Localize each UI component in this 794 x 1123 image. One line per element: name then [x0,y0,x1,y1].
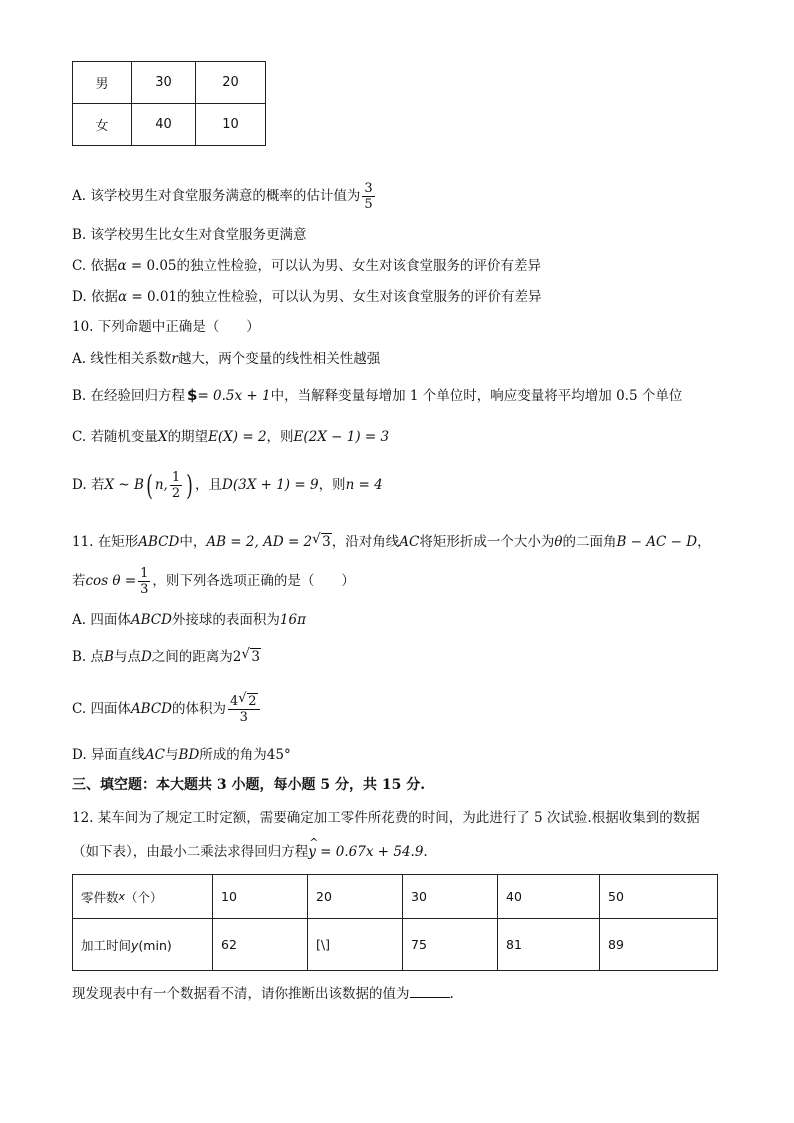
sqrt [241,648,261,666]
option-label: A. [72,188,87,204]
answer-blank[interactable] [410,983,450,998]
q11-option-b [72,648,261,666]
table-header-cell [73,875,213,919]
option-text: 的体积为 [172,701,227,717]
math-var: y [131,937,139,953]
option-text: 该学校男生对食堂服务满意的概率的估计值为 [90,188,361,204]
math-expr: E(X) = 2 [208,429,267,445]
option-text: 的期望 [167,429,209,445]
q12-stem-line2 [72,843,428,861]
option-text: ，则 [266,429,294,445]
math-expr: D(3X + 1) = 9 [222,477,319,493]
option-label: B. [72,649,87,665]
option-label: D. [72,289,87,305]
math-expr: = 0.5x + 1 [197,388,271,404]
fraction [170,470,182,501]
table-header-cell [73,919,213,971]
math-expr: 4 [230,694,239,709]
math-var: AC [144,747,166,763]
option-label: A. [72,612,87,628]
option-label: D. [72,477,87,493]
table-cell: 50 [600,875,718,919]
stem-text: 将矩形折成一个大小为 [419,534,555,550]
math-expr: B − AC − D [616,534,698,550]
q10-option-b [72,386,682,405]
q12-stem-line1: 12. 某车间为了规定工时定额，需要确定加工零件所花费的时间，为此进行了 5 次试验.根据收集到的数据 [72,810,700,826]
math-expr: = 0.05 [126,258,177,274]
math-expr: X ~ B [104,477,144,493]
math-expr: AB = 2, AD = 2 [206,534,313,550]
stem-text: ， [697,534,711,550]
stem-text: 11. 在矩形 [72,534,139,550]
table-cell: [\] [308,919,403,971]
table-cell: 62 [213,919,308,971]
sqrt [238,694,257,709]
q9-option-d [72,288,542,306]
question-text: 现发现表中有一个数据看不清，请你推断出该数据的值为 [72,986,410,1002]
header-text: 加工时间 [81,937,132,953]
stem-text: 若 [72,573,86,589]
math-expr: 45° [266,747,291,763]
table-cell: 30 [403,875,498,919]
q9-option-b [72,226,307,244]
q10-option-d [72,470,383,501]
q11-stem-line1 [72,533,711,551]
math-expr: 16π [279,612,306,628]
math-expr: 2 [232,649,242,665]
sqrt-radicand: 3 [322,534,331,550]
stem-text: （如下表），由最小二乘法求得回归方程 [72,844,309,860]
option-label: C. [72,258,87,274]
satisfaction-table [72,61,266,146]
option-text: 在经验回归方程 [90,388,186,404]
option-text: 异面直线 [90,747,145,763]
math-var: ABCD [130,612,172,628]
option-text: 外接球的表面积为 [171,612,280,628]
option-text: ，则 [318,477,346,493]
math-var: n, [154,477,168,493]
math-var: α [117,258,127,274]
fraction-numerator: 1 [140,566,149,581]
option-text: 的独立性检验，可以认为男、女生对该食堂服务的评价有差异 [176,258,542,274]
option-text: 依据 [90,258,118,274]
stem-text: 中， [179,534,207,550]
math-expr: = 0.67x + 54.9 [315,844,424,860]
fraction-numerator: 1 [171,470,181,485]
option-text: ，且 [195,477,223,493]
option-label: B. [72,388,87,404]
header-text: (min) [138,937,172,953]
option-label: A. [72,351,87,367]
header-text: （个） [125,889,163,905]
fraction-numerator [228,694,260,710]
math-var: r [171,351,178,367]
sqrt [312,533,332,551]
table-cell: 40 [498,875,600,919]
math-var: α [117,289,128,305]
option-text: 与点 [113,649,141,665]
option-text: 的独立性检验，可以认为男、女生对该食堂服务的评价有差异 [177,289,542,305]
math-var: ABCD [138,534,180,550]
fraction [228,694,260,725]
table-row [73,875,718,919]
q9-option-a [72,181,377,212]
option-label: C. [72,701,87,717]
math-var: ABCD [130,701,173,717]
table-cell: 40 [132,104,196,146]
fraction-denominator: 3 [239,710,248,725]
math-var: ^ y [308,843,316,861]
option-label: B. [72,227,87,243]
table-cell: 20 [196,62,266,104]
right-paren: ) [186,468,193,502]
stem-text: . [423,844,428,860]
math-expr: E(2X − 1) = 3 [293,429,390,445]
q11-stem-line2 [72,566,355,597]
q12-question [72,983,454,1003]
fraction-denominator: 2 [171,486,181,501]
q9-option-c [72,257,541,275]
table-cell: 男 [73,62,132,104]
table-cell: 10 [213,875,308,919]
option-text: 四面体 [90,612,131,628]
table-cell: 30 [132,62,196,104]
math-var: D [140,649,152,665]
math-var: θ [554,534,563,550]
fraction-numerator: 3 [364,181,373,196]
fraction [362,181,374,212]
table-cell: 75 [403,919,498,971]
option-text: 若 [90,477,105,493]
sqrt-radicand: 2 [248,694,257,709]
math-expr: n = 4 [345,477,383,493]
option-label: C. [72,429,87,445]
math-var: B [104,649,114,665]
option-label: D. [72,747,87,763]
option-text: 四面体 [90,701,131,717]
math-var: BD [178,747,200,763]
q11-option-d [72,746,291,764]
section-heading: 三、填空题：本大题共 3 小题，每小题 5 分，共 15 分. [72,777,426,793]
option-text: 中，当解释变量每增加 1 个单位时，响应变量将平均增加 0.5 个单位 [270,388,683,404]
table-cell: 女 [73,104,132,146]
fraction-denominator: 3 [140,582,149,597]
math-var: x [118,889,126,903]
option-text: 所成的角为 [199,747,267,763]
option-text: 点 [90,649,105,665]
option-text: 越大，两个变量的线性相关性越强 [177,351,381,367]
q10-option-c [72,428,389,446]
stem-text: ，沿对角线 [331,534,400,550]
stem-text: ，则下列各选项正确的是（ ） [152,573,355,589]
option-text: 线性相关系数 [90,351,172,367]
table-cell: 10 [196,104,266,146]
option-text: 该学校男生比女生对食堂服务更满意 [90,227,307,243]
fraction-denominator: 5 [364,197,373,212]
math-expr: cos θ = [85,573,137,589]
q11-option-a [72,611,306,629]
fraction [138,566,150,597]
q11-option-c [72,694,262,725]
option-text: 之间的距离为 [151,649,233,665]
table-cell: 81 [498,919,600,971]
header-text: 零件数 [81,889,119,905]
option-text: 与 [165,747,179,763]
left-paren: ( [146,468,153,502]
option-text: 依据 [90,289,118,305]
math-expr: = 0.01 [127,289,178,305]
option-text: 若随机变量 [90,429,158,445]
math-var: X [157,429,168,445]
table-row [73,62,266,104]
table-cell: 89 [600,919,718,971]
table-row [73,919,718,971]
table-row [73,104,266,146]
math-var: AC [399,534,420,550]
table-cell: 20 [308,875,403,919]
sqrt-radicand: 3 [251,649,260,665]
yhat-glyph: $ [187,386,198,404]
stem-text: 的二面角 [562,534,617,550]
q10-option-a [72,350,380,368]
parts-time-table [72,874,718,971]
q10-stem: 10. 下列命题中正确是（ ） [72,319,260,335]
question-text: . [449,986,454,1002]
